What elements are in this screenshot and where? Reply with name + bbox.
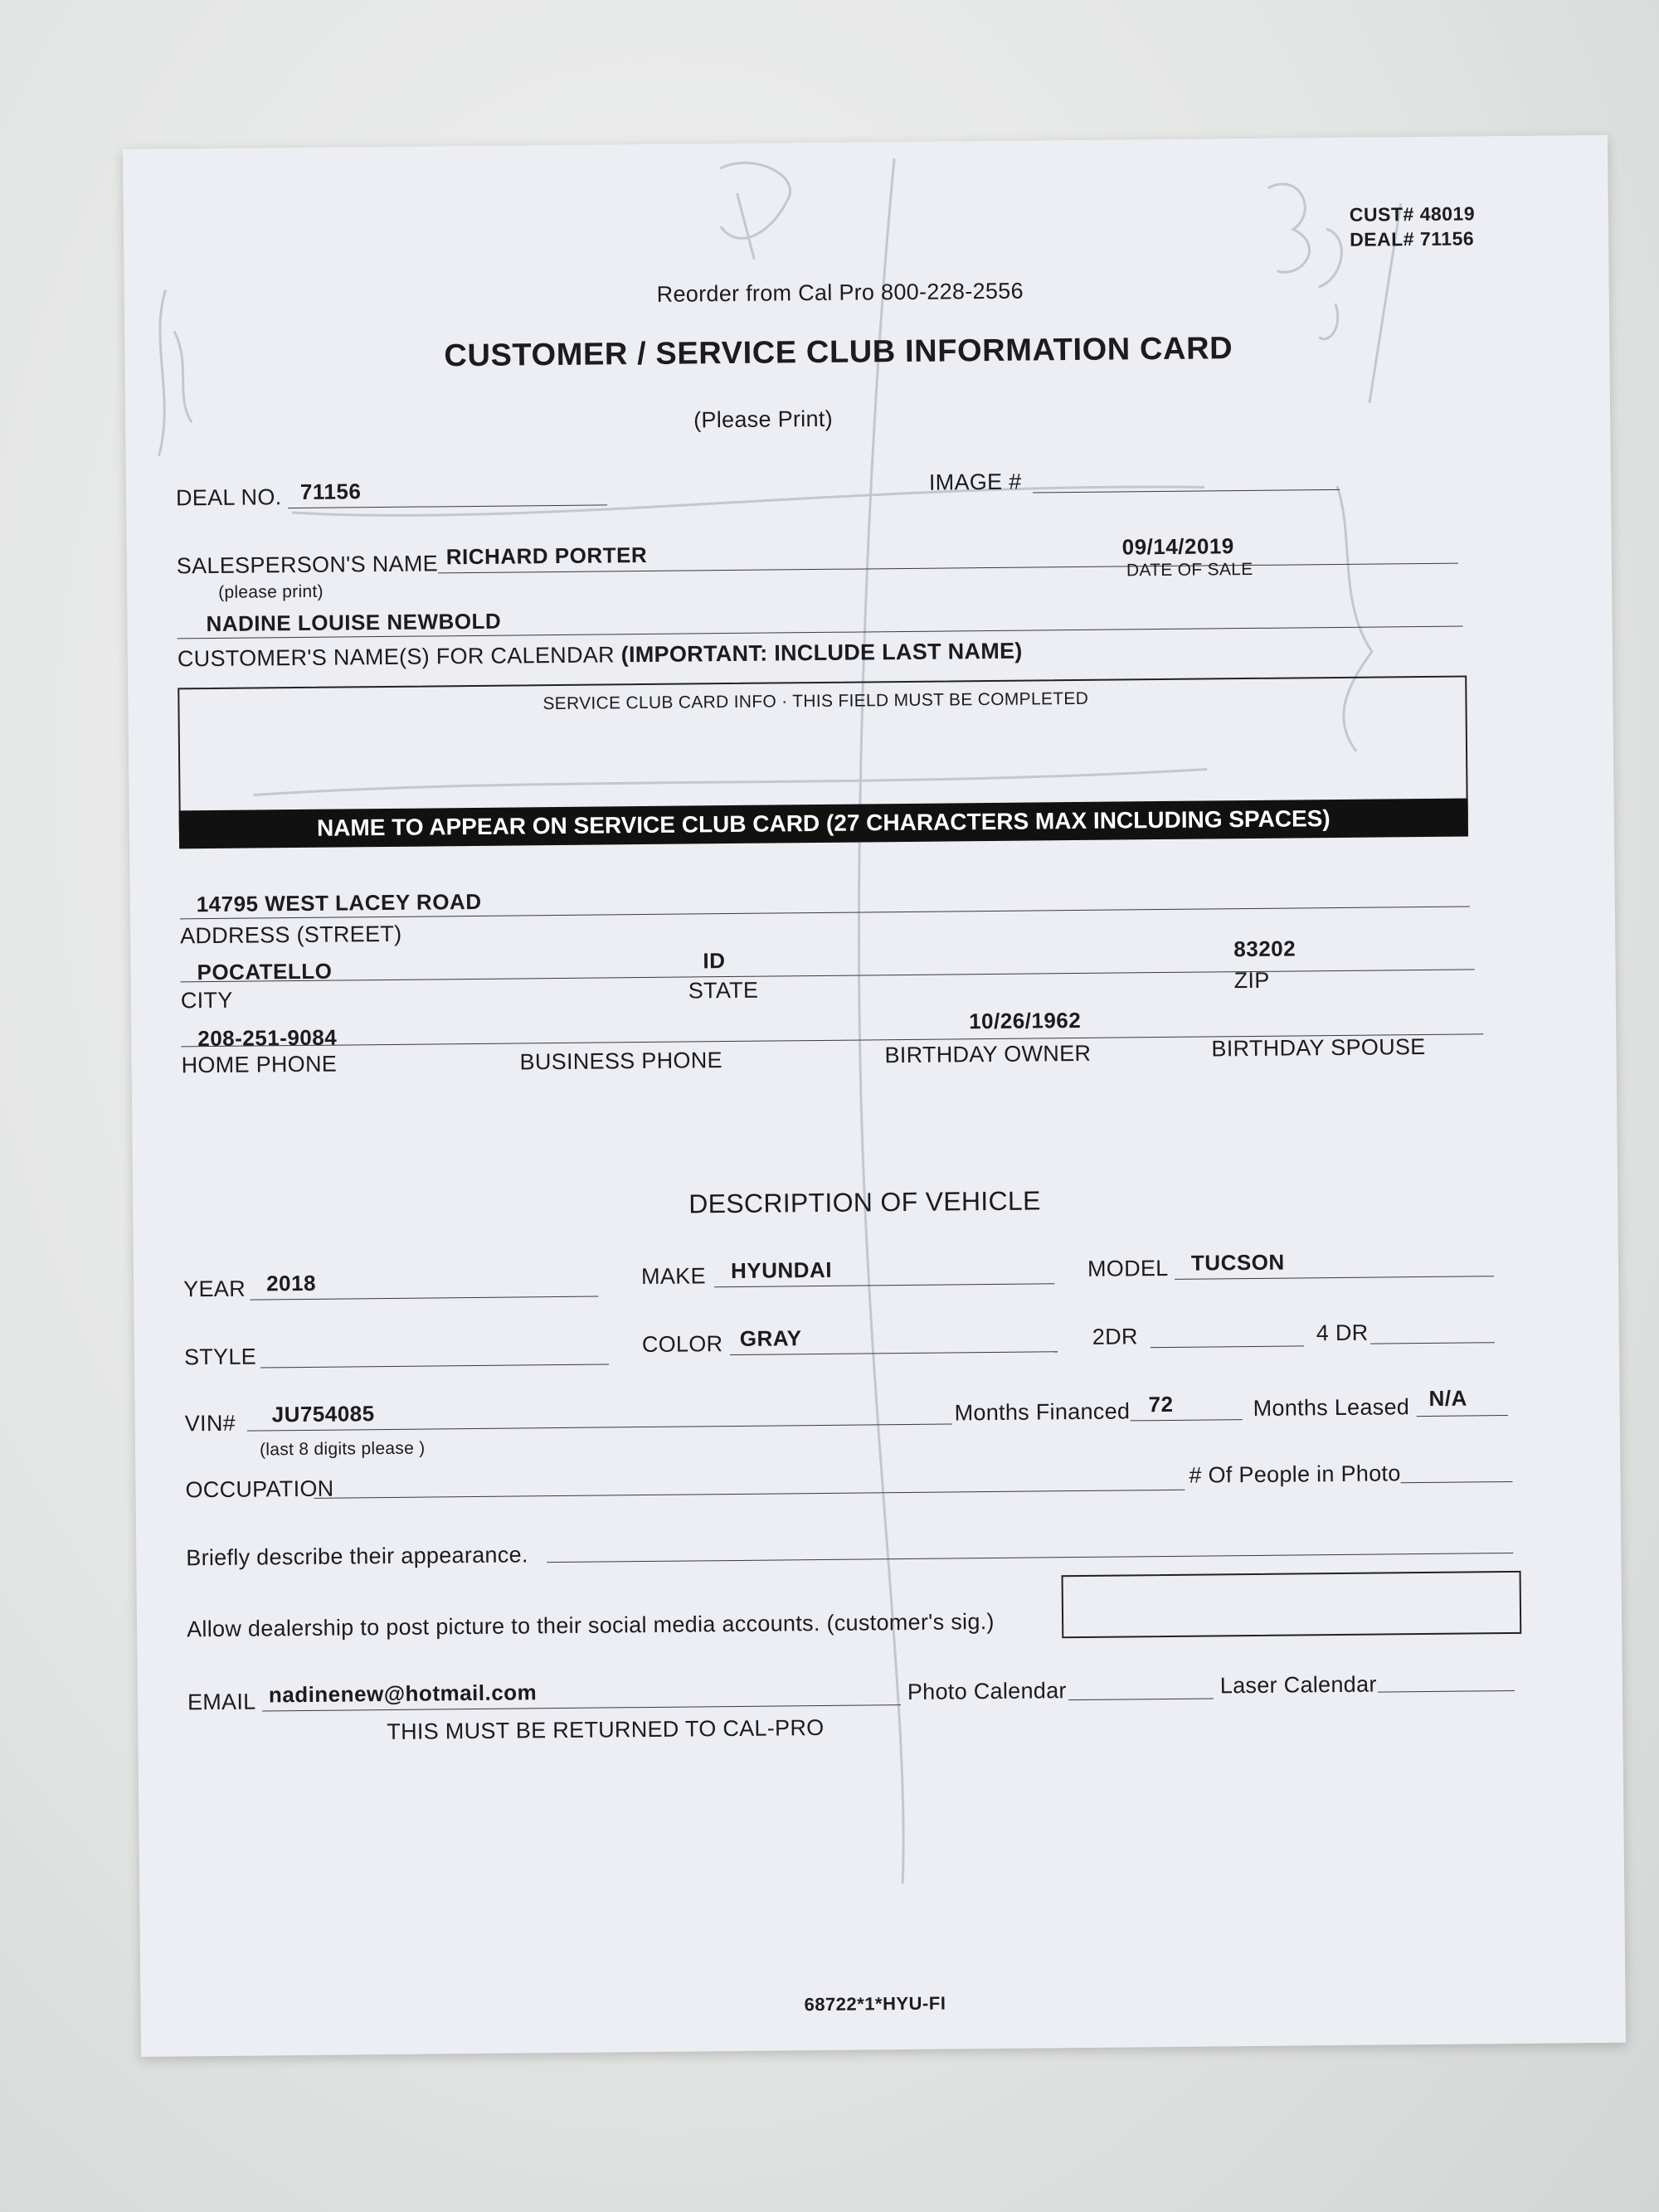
people-in-photo-label: # Of People in Photo — [1189, 1461, 1401, 1488]
occupation-label: OCCUPATION — [185, 1475, 334, 1503]
service-club-caption: SERVICE CLUB CARD INFO · THIS FIELD MUST BE COMPLETED — [542, 688, 1089, 714]
birthday-spouse-label: BIRTHDAY SPOUSE — [1211, 1033, 1426, 1062]
info-card-form — [123, 135, 1626, 2057]
months-leased-value[interactable]: N/A — [1428, 1385, 1467, 1411]
city-label: CITY — [180, 987, 233, 1014]
make-label: MAKE — [640, 1263, 706, 1290]
please-print-note: (Please Print) — [693, 406, 834, 433]
address-label: ADDRESS (STREET) — [179, 921, 402, 949]
make-value[interactable]: HYUNDAI — [730, 1257, 833, 1284]
image-number-label: IMAGE # — [928, 469, 1022, 495]
state-label: STATE — [688, 977, 759, 1004]
form-title: CUSTOMER / SERVICE CLUB INFORMATION CARD — [444, 331, 1233, 374]
social-media-consent-label: Allow dealership to post picture to their social media accounts. (customer's sig.) — [186, 1608, 995, 1642]
home-phone-value[interactable]: 208-251-9084 — [197, 1024, 338, 1052]
vin-value[interactable]: JU754085 — [271, 1401, 375, 1427]
deal-no-label: DEAL NO. — [175, 484, 282, 511]
deal-number-top: DEAL# 71156 — [1349, 227, 1475, 250]
deal-no-value[interactable]: 71156 — [299, 479, 362, 504]
appearance-label: Briefly describe their appearance. — [186, 1542, 528, 1571]
salesperson-label: SALESPERSON'S NAME — [176, 551, 439, 579]
zip-label: ZIP — [1233, 967, 1270, 994]
birthday-owner-value[interactable]: 10/26/1962 — [968, 1007, 1082, 1034]
customer-name-label: CUSTOMER'S NAME(S) FOR CALENDAR (IMPORTANT: INCLUDE LAST NAME) — [177, 638, 1023, 672]
model-value[interactable]: TUCSON — [1190, 1249, 1285, 1276]
customer-name-value[interactable]: NADINE LOUISE NEWBOLD — [206, 608, 502, 637]
style-label: STYLE — [183, 1344, 257, 1370]
business-phone-label: BUSINESS PHONE — [519, 1048, 722, 1075]
laser-calendar-label: Laser Calendar — [1219, 1671, 1377, 1699]
year-value[interactable]: 2018 — [265, 1270, 317, 1296]
please-print-sub: (please print) — [218, 581, 324, 602]
customer-signature-box[interactable] — [1062, 1571, 1522, 1638]
address-value[interactable]: 14795 WEST LACEY ROAD — [196, 888, 482, 917]
state-value[interactable]: ID — [703, 948, 726, 974]
vin-label: VIN# — [184, 1410, 236, 1437]
email-label: EMAIL — [187, 1689, 256, 1715]
months-financed-value[interactable]: 72 — [1148, 1391, 1174, 1417]
pencil-marks — [123, 135, 1626, 2057]
service-club-name-bar: NAME TO APPEAR ON SERVICE CLUB CARD (27 CHARACTERS MAX INCLUDING SPACES) — [179, 798, 1468, 848]
vehicle-section-heading: DESCRIPTION OF VEHICLE — [688, 1185, 1041, 1219]
two-door-label: 2DR — [1092, 1324, 1138, 1349]
months-financed-label: Months Financed — [954, 1398, 1131, 1426]
home-phone-label: HOME PHONE — [181, 1051, 338, 1078]
year-label: YEAR — [183, 1276, 246, 1302]
birthday-owner-label: BIRTHDAY OWNER — [884, 1040, 1092, 1068]
email-value[interactable]: nadinenew@hotmail.com — [268, 1680, 538, 1708]
color-value[interactable]: GRAY — [739, 1325, 802, 1351]
city-value[interactable]: POCATELLO — [197, 958, 333, 985]
form-code: 68722*1*HYU-FI — [804, 1992, 946, 2015]
date-of-sale-value[interactable]: 09/14/2019 — [1121, 533, 1234, 560]
photo-calendar-label: Photo Calendar — [907, 1678, 1067, 1705]
model-label: MODEL — [1087, 1255, 1169, 1281]
four-door-label: 4 DR — [1316, 1320, 1369, 1346]
color-label: COLOR — [641, 1331, 723, 1358]
months-leased-label: Months Leased — [1253, 1394, 1410, 1421]
date-of-sale-label: DATE OF SALE — [1126, 559, 1253, 581]
zip-value[interactable]: 83202 — [1233, 936, 1297, 962]
reorder-text: Reorder from Cal Pro 800-228-2556 — [656, 278, 1024, 307]
salesperson-value[interactable]: RICHARD PORTER — [445, 542, 648, 570]
vin-sub-note: (last 8 digits please ) — [259, 1438, 426, 1460]
cust-number: CUST# 48019 — [1349, 202, 1476, 226]
return-note: THIS MUST BE RETURNED TO CAL-PRO — [387, 1714, 825, 1745]
